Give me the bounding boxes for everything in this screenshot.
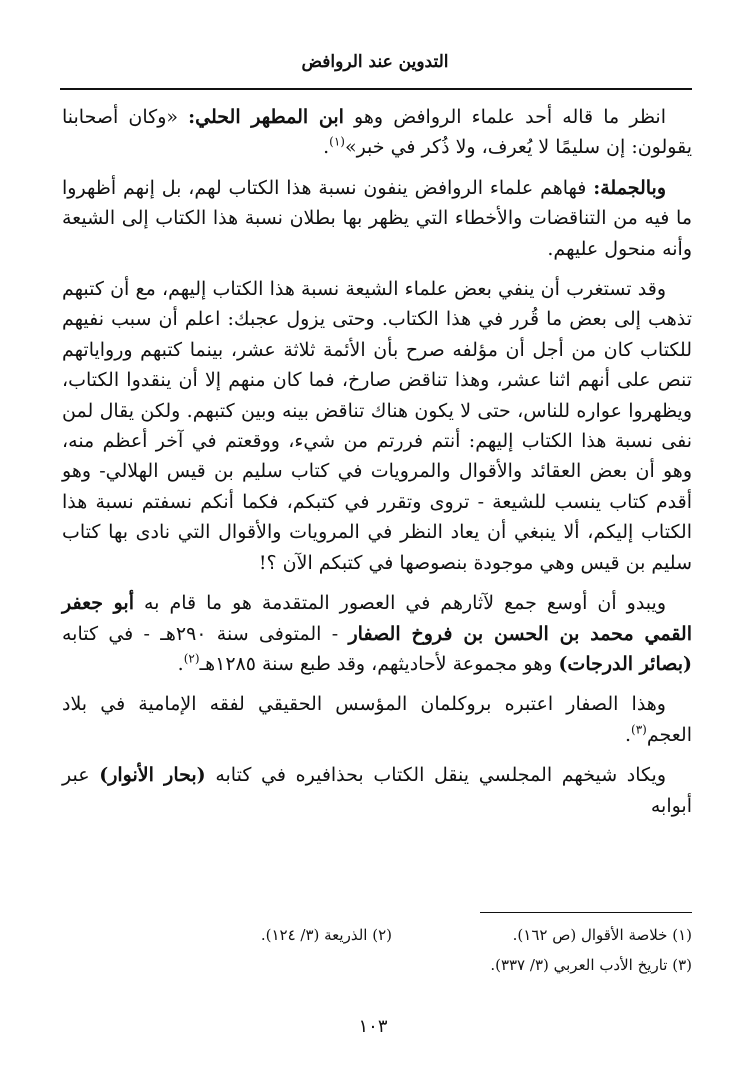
paragraph-2-text: فهاهم علماء الروافض ينفون نسبة هذا الكتاب لهم، بل إنهم أظهروا ما فيه من التناقضات والأخطاء التي يظهر بها بطلان نسبة هذا الكتاب إلى الشيعة وأنه منحول عليهم. xyxy=(62,176,692,260)
paragraph-4-bold-a: أبو جعفر القمي محمد بن الحسن بن فروخ الصفار xyxy=(62,592,692,645)
paragraph-4-bold-b: (بصائر الدرجات) xyxy=(558,652,692,675)
running-title: التدوين عند الروافض xyxy=(301,52,449,72)
paragraph-4-text-c: وهو مجموعة لأحاديثهم، وقد طبع سنة ١٢٨٥هـ xyxy=(199,652,559,675)
footnote-ref-1[interactable]: (١) xyxy=(329,135,345,150)
main-text xyxy=(62,102,692,821)
paragraph-4-text-b: - المتوفى سنة ٢٩٠هـ - في كتابه xyxy=(62,622,349,645)
paragraph-2 xyxy=(62,173,692,264)
paragraph-2-bold: وبالجملة: xyxy=(593,176,666,199)
footnote-ref-3[interactable]: (٣) xyxy=(631,722,647,737)
footnote-ref-2[interactable]: (٢) xyxy=(183,651,200,666)
footnote-2: (٢) الذريعة (٣/ ١٢٤). xyxy=(260,926,392,944)
paragraph-3: وقد تستغرب أن ينفي بعض علماء الشيعة نسبة هذا الكتاب إليهم، مع أن كتبهم تذهب إلى بعض ما قُرر في هذا الكتاب. وحتى يزول عجبك: اعلم أن سبب نفيهم للكتاب كان من أجل أن مؤلفه صرح بأن الأئمة ثلاثة عشر، بينما كتبهم ورواياتهم تنص على أنهم اثنا عشر، وهذا تناقض صارخ، فما كان منهم إلا أن ينقدوا الكتاب، ويظهروا عواره للناس، حتى لا يكون هناك تناقض بينه وبين كتبهم. ولكن يقال لمن نفى نسبة هذا الكتاب إليهم: أنتم فررتم من شيء، ووقعتم في آخر أعظم منه، وهو أن بعض العقائد والأقوال والمرويات في كتاب سليم بن قيس الهلالي- وهو أقدم كتاب ينسب للشيعة - تروى وتقرر في كتبكم، فكما أنكم نسفتم نسبة هذا الكتاب إليكم، ألا ينبغي أن يعاد النظر في المرويات والأقوال التي نادى بها كتاب سليم بن قيس وهي موجودة بنصوصها في كتبكم الآن ؟! xyxy=(62,278,692,574)
paragraph-4-text-a: ويبدو أن أوسع جمع لآثارهم في العصور المتقدمة هو ما قام به xyxy=(133,592,666,615)
paragraph-5 xyxy=(62,689,692,750)
paragraph-5-text: وهذا الصفار اعتبره بروكلمان المؤسس الحقيقي لفقه الإمامية في بلاد العجم xyxy=(62,693,692,746)
footnotes xyxy=(62,920,692,980)
paragraph-4 xyxy=(62,588,692,679)
paragraph-4-end: . xyxy=(177,652,184,675)
header-rule xyxy=(60,88,692,90)
paragraph-5-end: . xyxy=(624,723,632,746)
footnote-row-2 xyxy=(62,950,692,980)
paragraph-1 xyxy=(62,102,692,163)
footnote-rule xyxy=(480,912,692,913)
paragraph-6 xyxy=(62,760,692,821)
paragraph-1-bold: ابن المطهر الحلي: xyxy=(188,106,344,128)
paragraph-6-text-a: ويكاد شيخهم المجلسي ينقل الكتاب بحذافيره في كتابه xyxy=(205,764,666,787)
footnote-row-1 xyxy=(62,920,692,950)
footnote-1: (١) خلاصة الأقوال (ص ١٦٢). xyxy=(512,926,692,944)
paragraph-1-end: . xyxy=(323,136,330,159)
paragraph-6-text-b: عبر أبوابه xyxy=(62,764,692,817)
paragraph-6-bold: (بحار الأنوار) xyxy=(99,764,206,787)
page-number: ١٠٣ xyxy=(358,1016,388,1037)
paragraph-1-text-a: انظر ما قاله أحد علماء الروافض وهو xyxy=(343,106,666,128)
paragraph-1-text-b: «وكان أصحابنا يقولون: إن سليمًا لا يُعرف، ولا ذُكر في خبر» xyxy=(62,106,692,159)
footnote-3: (٣) تاريخ الأدب العربي (٣/ ٣٣٧). xyxy=(490,956,692,974)
